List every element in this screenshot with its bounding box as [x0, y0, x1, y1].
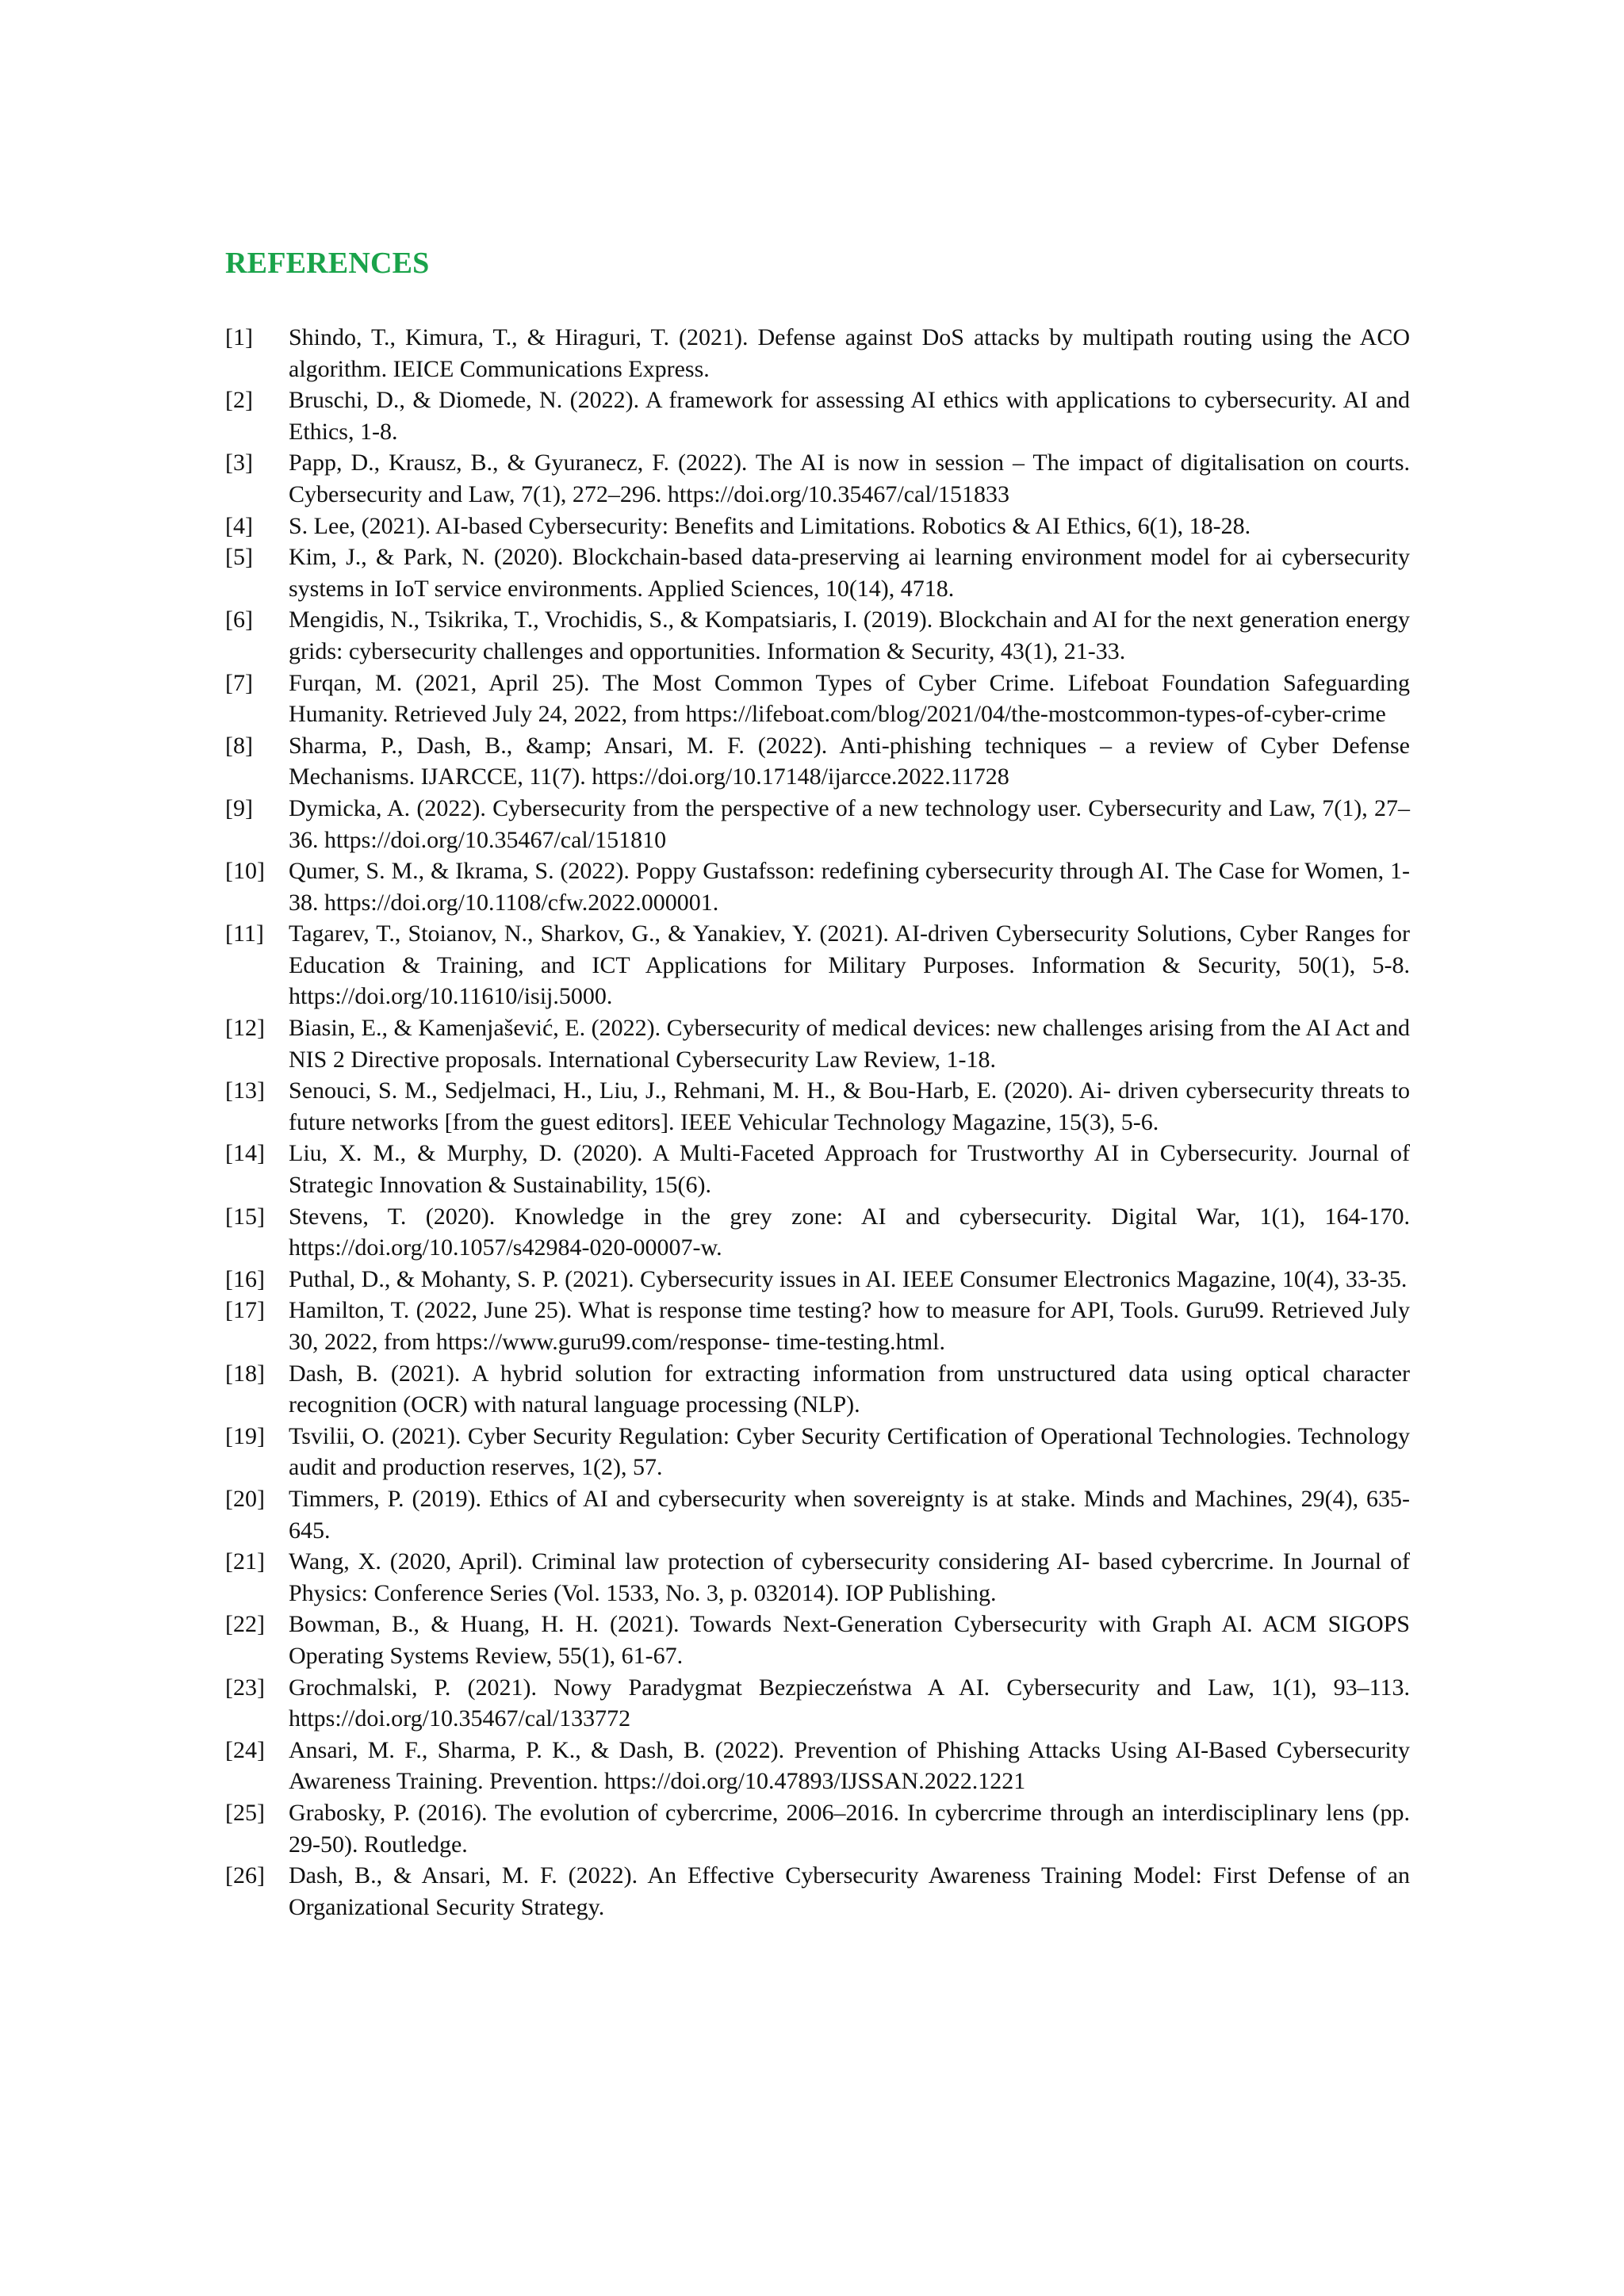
reference-number: [21]: [225, 1548, 265, 1575]
reference-entry: [225, 1358, 1410, 1421]
reference-text: Sharma, P., Dash, B., &amp; Ansari, M. F. (2022). Anti-phishing techniques – a review of Cyber Defense Mechanisms. IJARCCE, 11(7). https://doi.org/10.17148/ijarcce.2022.11728: [289, 732, 1410, 790]
reference-number: [17]: [225, 1297, 265, 1324]
reference-number: [12]: [225, 1015, 265, 1042]
reference-text: Puthal, D., & Mohanty, S. P. (2021). Cybersecurity issues in AI. IEEE Consumer Electronics Magazine, 10(4), 33-35.: [289, 1265, 1408, 1292]
reference-text: Dash, B., & Ansari, M. F. (2022). An Effective Cybersecurity Awareness Training Model: First Defense of an Organizational Security Strategy.: [289, 1862, 1410, 1920]
reference-text: Dash, B. (2021). A hybrid solution for extracting information from unstructured data using optical character recognition (OCR) with natural language processing (NLP).: [289, 1360, 1410, 1418]
reference-number: [3]: [225, 450, 253, 476]
reference-entry: [225, 1201, 1410, 1264]
reference-entry: [225, 668, 1410, 730]
reference-number: [24]: [225, 1736, 265, 1763]
reference-entry: [225, 447, 1410, 510]
reference-entry: [225, 322, 1410, 385]
reference-number: [13]: [225, 1077, 265, 1104]
reference-text: Papp, D., Krausz, B., & Gyuranecz, F. (2022). The AI is now in session – The impact of digitalisation on courts. Cybersecurity and Law, 7(1), 272–296. https://doi.org/10.35467/cal/151833: [289, 450, 1410, 507]
reference-number: [7]: [225, 669, 253, 696]
reference-text: Biasin, E., & Kamenjašević, E. (2022). Cybersecurity of medical devices: new challenges arising from the AI Act and NIS 2 Directive proposals. International Cybersecurity Law Review, 1-18.: [289, 1015, 1410, 1073]
reference-entry: [225, 1483, 1410, 1546]
reference-number: [4]: [225, 512, 253, 539]
reference-text: Hamilton, T. (2022, June 25). What is response time testing? how to measure for API, Tools. Guru99. Retrieved July 30, 2022, from https://www.guru99.com/response- time-testing.html.: [289, 1297, 1410, 1355]
reference-entry: [225, 385, 1410, 447]
reference-list: [225, 322, 1410, 1923]
reference-text: Shindo, T., Kimura, T., & Hiraguri, T. (2021). Defense against DoS attacks by multipath routing using the ACO algorithm. IEICE Communications Express.: [289, 324, 1410, 382]
reference-text: Wang, X. (2020, April). Criminal law protection of cybersecurity considering AI- based cybercrime. In Journal of Physics: Conference Series (Vol. 1533, No. 3, p. 032014). IOP Publishing.: [289, 1548, 1410, 1606]
reference-text: Liu, X. M., & Murphy, D. (2020). A Multi-Faceted Approach for Trustworthy AI in Cybersecurity. Journal of Strategic Innovation & Sustainability, 15(6).: [289, 1140, 1410, 1199]
reference-number: [9]: [225, 794, 253, 821]
reference-entry: [225, 1012, 1410, 1075]
reference-number: [26]: [225, 1862, 265, 1889]
reference-text: Bowman, B., & Huang, H. H. (2021). Towards Next-Generation Cybersecurity with Graph AI. ACM SIGOPS Operating Systems Review, 55(1), 61-67.: [289, 1611, 1410, 1669]
reference-number: [16]: [225, 1265, 265, 1292]
reference-entry: [225, 1797, 1410, 1860]
reference-number: [5]: [225, 544, 253, 571]
reference-entry: [225, 730, 1410, 793]
reference-text: Kim, J., & Park, N. (2020). Blockchain-based data-preserving ai learning environment model for ai cybersecurity systems in IoT service environments. Applied Sciences, 10(14), 4718.: [289, 544, 1410, 602]
reference-number: [22]: [225, 1611, 265, 1638]
reference-number: [10]: [225, 858, 265, 885]
reference-number: [19]: [225, 1422, 265, 1449]
reference-text: Bruschi, D., & Diomede, N. (2022). A framework for assessing AI ethics with applications to cybersecurity. AI and Ethics, 1-8.: [289, 387, 1410, 445]
reference-entry: [225, 541, 1410, 604]
references-heading: REFERENCES: [225, 247, 430, 280]
reference-number: [2]: [225, 387, 253, 414]
reference-text: Stevens, T. (2020). Knowledge in the grey zone: AI and cybersecurity. Digital War, 1(1), 164-170. https://doi.org/10.1057/s42984-020-00007-w.: [289, 1203, 1410, 1261]
reference-text: Tagarev, T., Stoianov, N., Sharkov, G., & Yanakiev, Y. (2021). AI-driven Cybersecurity Solutions, Cyber Ranges for Education & Training, and ICT Applications for Military Purposes. Information & Security, 50(1), 5-8. https://doi.org/10.11610/isij.5000.: [289, 920, 1410, 1010]
reference-entry: [225, 855, 1410, 918]
reference-text: Timmers, P. (2019). Ethics of AI and cybersecurity when sovereignty is at stake. Minds and Machines, 29(4), 635-645.: [289, 1485, 1410, 1544]
reference-entry: [225, 1138, 1410, 1200]
reference-number: [18]: [225, 1360, 265, 1387]
reference-text: Grochmalski, P. (2021). Nowy Paradygmat Bezpieczeństwa A AI. Cybersecurity and Law, 1(1), 93–113. https://doi.org/10.35467/cal/133772: [289, 1674, 1410, 1732]
reference-text: Ansari, M. F., Sharma, P. K., & Dash, B. (2022). Prevention of Phishing Attacks Using AI-Based Cybersecurity Awareness Training. Prevention. https://doi.org/10.47893/IJSSAN.2022.1221: [289, 1736, 1410, 1795]
reference-number: [8]: [225, 732, 253, 759]
reference-entry: [225, 511, 1410, 542]
reference-text: S. Lee, (2021). AI-based Cybersecurity: Benefits and Limitations. Robotics & AI Ethics, 6(1), 18-28.: [289, 512, 1251, 539]
reference-entry: [225, 1075, 1410, 1138]
reference-text: Dymicka, A. (2022). Cybersecurity from the perspective of a new technology user. Cybersecurity and Law, 7(1), 27–36. https://doi.org/10.35467/cal/151810: [289, 794, 1410, 853]
reference-number: [23]: [225, 1674, 265, 1701]
reference-entry: [225, 1264, 1410, 1295]
reference-entry: [225, 604, 1410, 667]
reference-number: [1]: [225, 324, 253, 350]
reference-number: [20]: [225, 1485, 265, 1512]
reference-text: Senouci, S. M., Sedjelmaci, H., Liu, J., Rehmani, M. H., & Bou-Harb, E. (2020). Ai- driven cybersecurity threats to future networks [from the guest editors]. IEEE Vehicular Technology Magazine, 15(3), 5-6.: [289, 1077, 1410, 1135]
reference-entry: [225, 1609, 1410, 1671]
reference-entry: [225, 1421, 1410, 1483]
reference-number: [15]: [225, 1203, 265, 1230]
reference-text: Tsvilii, O. (2021). Cyber Security Regulation: Cyber Security Certification of Operational Technologies. Technology audit and production reserves, 1(2), 57.: [289, 1422, 1410, 1481]
reference-entry: [225, 918, 1410, 1012]
reference-number: [6]: [225, 607, 253, 633]
reference-entry: [225, 1860, 1410, 1923]
reference-number: [14]: [225, 1140, 265, 1167]
reference-entry: [225, 1295, 1410, 1357]
reference-entry: [225, 1672, 1410, 1735]
reference-text: Grabosky, P. (2016). The evolution of cybercrime, 2006–2016. In cybercrime through an interdisciplinary lens (pp. 29-50). Routledge.: [289, 1799, 1410, 1858]
reference-entry: [225, 793, 1410, 855]
reference-text: Mengidis, N., Tsikrika, T., Vrochidis, S., & Kompatsiaris, I. (2019). Blockchain and AI for the next generation energy grids: cybersecurity challenges and opportunities. Information & Security, 43(1), 21-33.: [289, 607, 1410, 664]
reference-text: Qumer, S. M., & Ikrama, S. (2022). Poppy Gustafsson: redefining cybersecurity through AI. The Case for Women, 1-38. https://doi.org/10.1108/cfw.2022.000001.: [289, 858, 1410, 916]
reference-number: [25]: [225, 1799, 265, 1826]
reference-number: [11]: [225, 920, 264, 947]
reference-entry: [225, 1735, 1410, 1797]
reference-entry: [225, 1546, 1410, 1609]
reference-text: Furqan, M. (2021, April 25). The Most Common Types of Cyber Crime. Lifeboat Foundation Safeguarding Humanity. Retrieved July 24, 2022, from https://lifeboat.com/blog/2021/04/the-mostcommon-types-of-cyber-crime: [289, 669, 1410, 728]
